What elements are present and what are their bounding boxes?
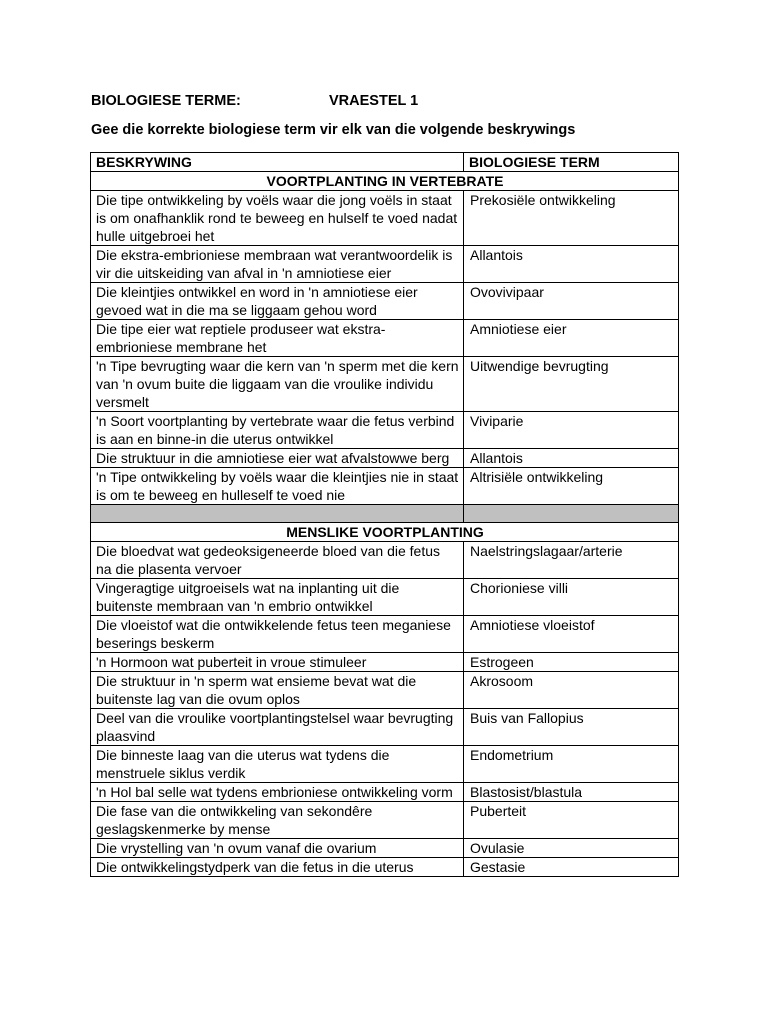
table-row xyxy=(91,672,679,709)
term-cell: Naelstringslagaar/arterie xyxy=(464,542,679,579)
description-cell: 'n Tipe ontwikkeling by voëls waar die kleintjies nie in staat is om te beweeg en hulleself te voed nie xyxy=(91,468,464,505)
description-cell: 'n Soort voortplanting by vertebrate waar die fetus verbind is aan en binne-in die uterus ontwikkel xyxy=(91,412,464,449)
section-heading: VOORTPLANTING IN VERTEBRATE xyxy=(91,172,679,191)
term-cell: Buis van Fallopius xyxy=(464,709,679,746)
term-cell: Gestasie xyxy=(464,858,679,877)
table-row xyxy=(91,839,679,858)
table-row xyxy=(91,653,679,672)
table-row xyxy=(91,542,679,579)
table-row xyxy=(91,746,679,783)
document-title-line xyxy=(91,93,419,109)
document-title: BIOLOGIESE TERME: xyxy=(91,93,241,109)
description-cell: Die tipe ontwikkeling by voëls waar die jong voëls in staat is om onafhanklik rond te beweeg en hulself te voed nadat hulle uitgebroei het xyxy=(91,191,464,246)
term-cell: Viviparie xyxy=(464,412,679,449)
table-row xyxy=(91,283,679,320)
table-row xyxy=(91,449,679,468)
table-body xyxy=(91,172,679,877)
section-heading-row xyxy=(91,172,679,191)
table-row xyxy=(91,579,679,616)
table-row xyxy=(91,357,679,412)
table-row xyxy=(91,783,679,802)
column-header-term: BIOLOGIESE TERM xyxy=(464,153,679,172)
term-cell: Endometrium xyxy=(464,746,679,783)
table-row xyxy=(91,191,679,246)
description-cell: 'n Hormoon wat puberteit in vroue stimuleer xyxy=(91,653,464,672)
table-row xyxy=(91,709,679,746)
description-cell: Die tipe eier wat reptiele produseer wat ekstra-embrioniese membrane het xyxy=(91,320,464,357)
description-cell: Vingeragtige uitgroeisels wat na inplanting uit die buitenste membraan van 'n embrio ontwikkel xyxy=(91,579,464,616)
section-heading: MENSLIKE VOORTPLANTING xyxy=(91,523,679,542)
column-header-description: BESKRYWING xyxy=(91,153,464,172)
blank-cell xyxy=(464,505,679,523)
description-cell: Die vrystelling van 'n ovum vanaf die ovarium xyxy=(91,839,464,858)
table-row xyxy=(91,468,679,505)
blank-cell xyxy=(91,505,464,523)
instruction-text: Gee die korrekte biologiese term vir elk van die volgende beskrywings xyxy=(91,122,576,138)
term-cell: Ovovivipaar xyxy=(464,283,679,320)
paper-label: VRAESTEL 1 xyxy=(329,93,419,109)
description-cell: Die binneste laag van die uterus wat tydens die menstruele siklus verdik xyxy=(91,746,464,783)
description-cell: Die ontwikkelingstydperk van die fetus in die uterus xyxy=(91,858,464,877)
description-cell: Die kleintjies ontwikkel en word in 'n amniotiese eier gevoed wat in die ma se liggaam gehou word xyxy=(91,283,464,320)
term-cell: Altrisiële ontwikkeling xyxy=(464,468,679,505)
term-cell: Amniotiese eier xyxy=(464,320,679,357)
term-cell: Allantois xyxy=(464,246,679,283)
term-cell: Estrogeen xyxy=(464,653,679,672)
term-cell: Allantois xyxy=(464,449,679,468)
description-cell: Die bloedvat wat gedeoksigeneerde bloed van die fetus na die plasenta vervoer xyxy=(91,542,464,579)
table-row xyxy=(91,616,679,653)
blank-separator-row xyxy=(91,505,679,523)
description-cell: Die struktuur in 'n sperm wat ensieme bevat wat die buitenste lag van die ovum oplos xyxy=(91,672,464,709)
description-cell: Die struktuur in die amniotiese eier wat afvalstowwe berg xyxy=(91,449,464,468)
description-cell: Die fase van die ontwikkeling van sekondêre geslagskenmerke by mense xyxy=(91,802,464,839)
term-cell: Puberteit xyxy=(464,802,679,839)
section-heading-row xyxy=(91,523,679,542)
description-cell: Die vloeistof wat die ontwikkelende fetus teen meganiese beserings beskerm xyxy=(91,616,464,653)
table-row xyxy=(91,320,679,357)
term-cell: Uitwendige bevrugting xyxy=(464,357,679,412)
terms-table xyxy=(90,152,679,877)
term-cell: Amniotiese vloeistof xyxy=(464,616,679,653)
description-cell: 'n Hol bal selle wat tydens embrioniese ontwikkeling vorm xyxy=(91,783,464,802)
description-cell: 'n Tipe bevrugting waar die kern van 'n sperm met die kern van 'n ovum buite die liggaam van die vroulike individu versmelt xyxy=(91,357,464,412)
table-row xyxy=(91,802,679,839)
term-cell: Ovulasie xyxy=(464,839,679,858)
description-cell: Deel van die vroulike voortplantingstelsel waar bevrugting plaasvind xyxy=(91,709,464,746)
term-cell: Prekosiële ontwikkeling xyxy=(464,191,679,246)
term-cell: Chorioniese villi xyxy=(464,579,679,616)
table-row xyxy=(91,412,679,449)
table-row xyxy=(91,246,679,283)
table-row xyxy=(91,858,679,877)
term-cell: Akrosoom xyxy=(464,672,679,709)
description-cell: Die ekstra-embrioniese membraan wat verantwoordelik is vir die uitskeiding van afval in 'n amniotiese eier xyxy=(91,246,464,283)
term-cell: Blastosist/blastula xyxy=(464,783,679,802)
table-header-row xyxy=(91,153,679,172)
